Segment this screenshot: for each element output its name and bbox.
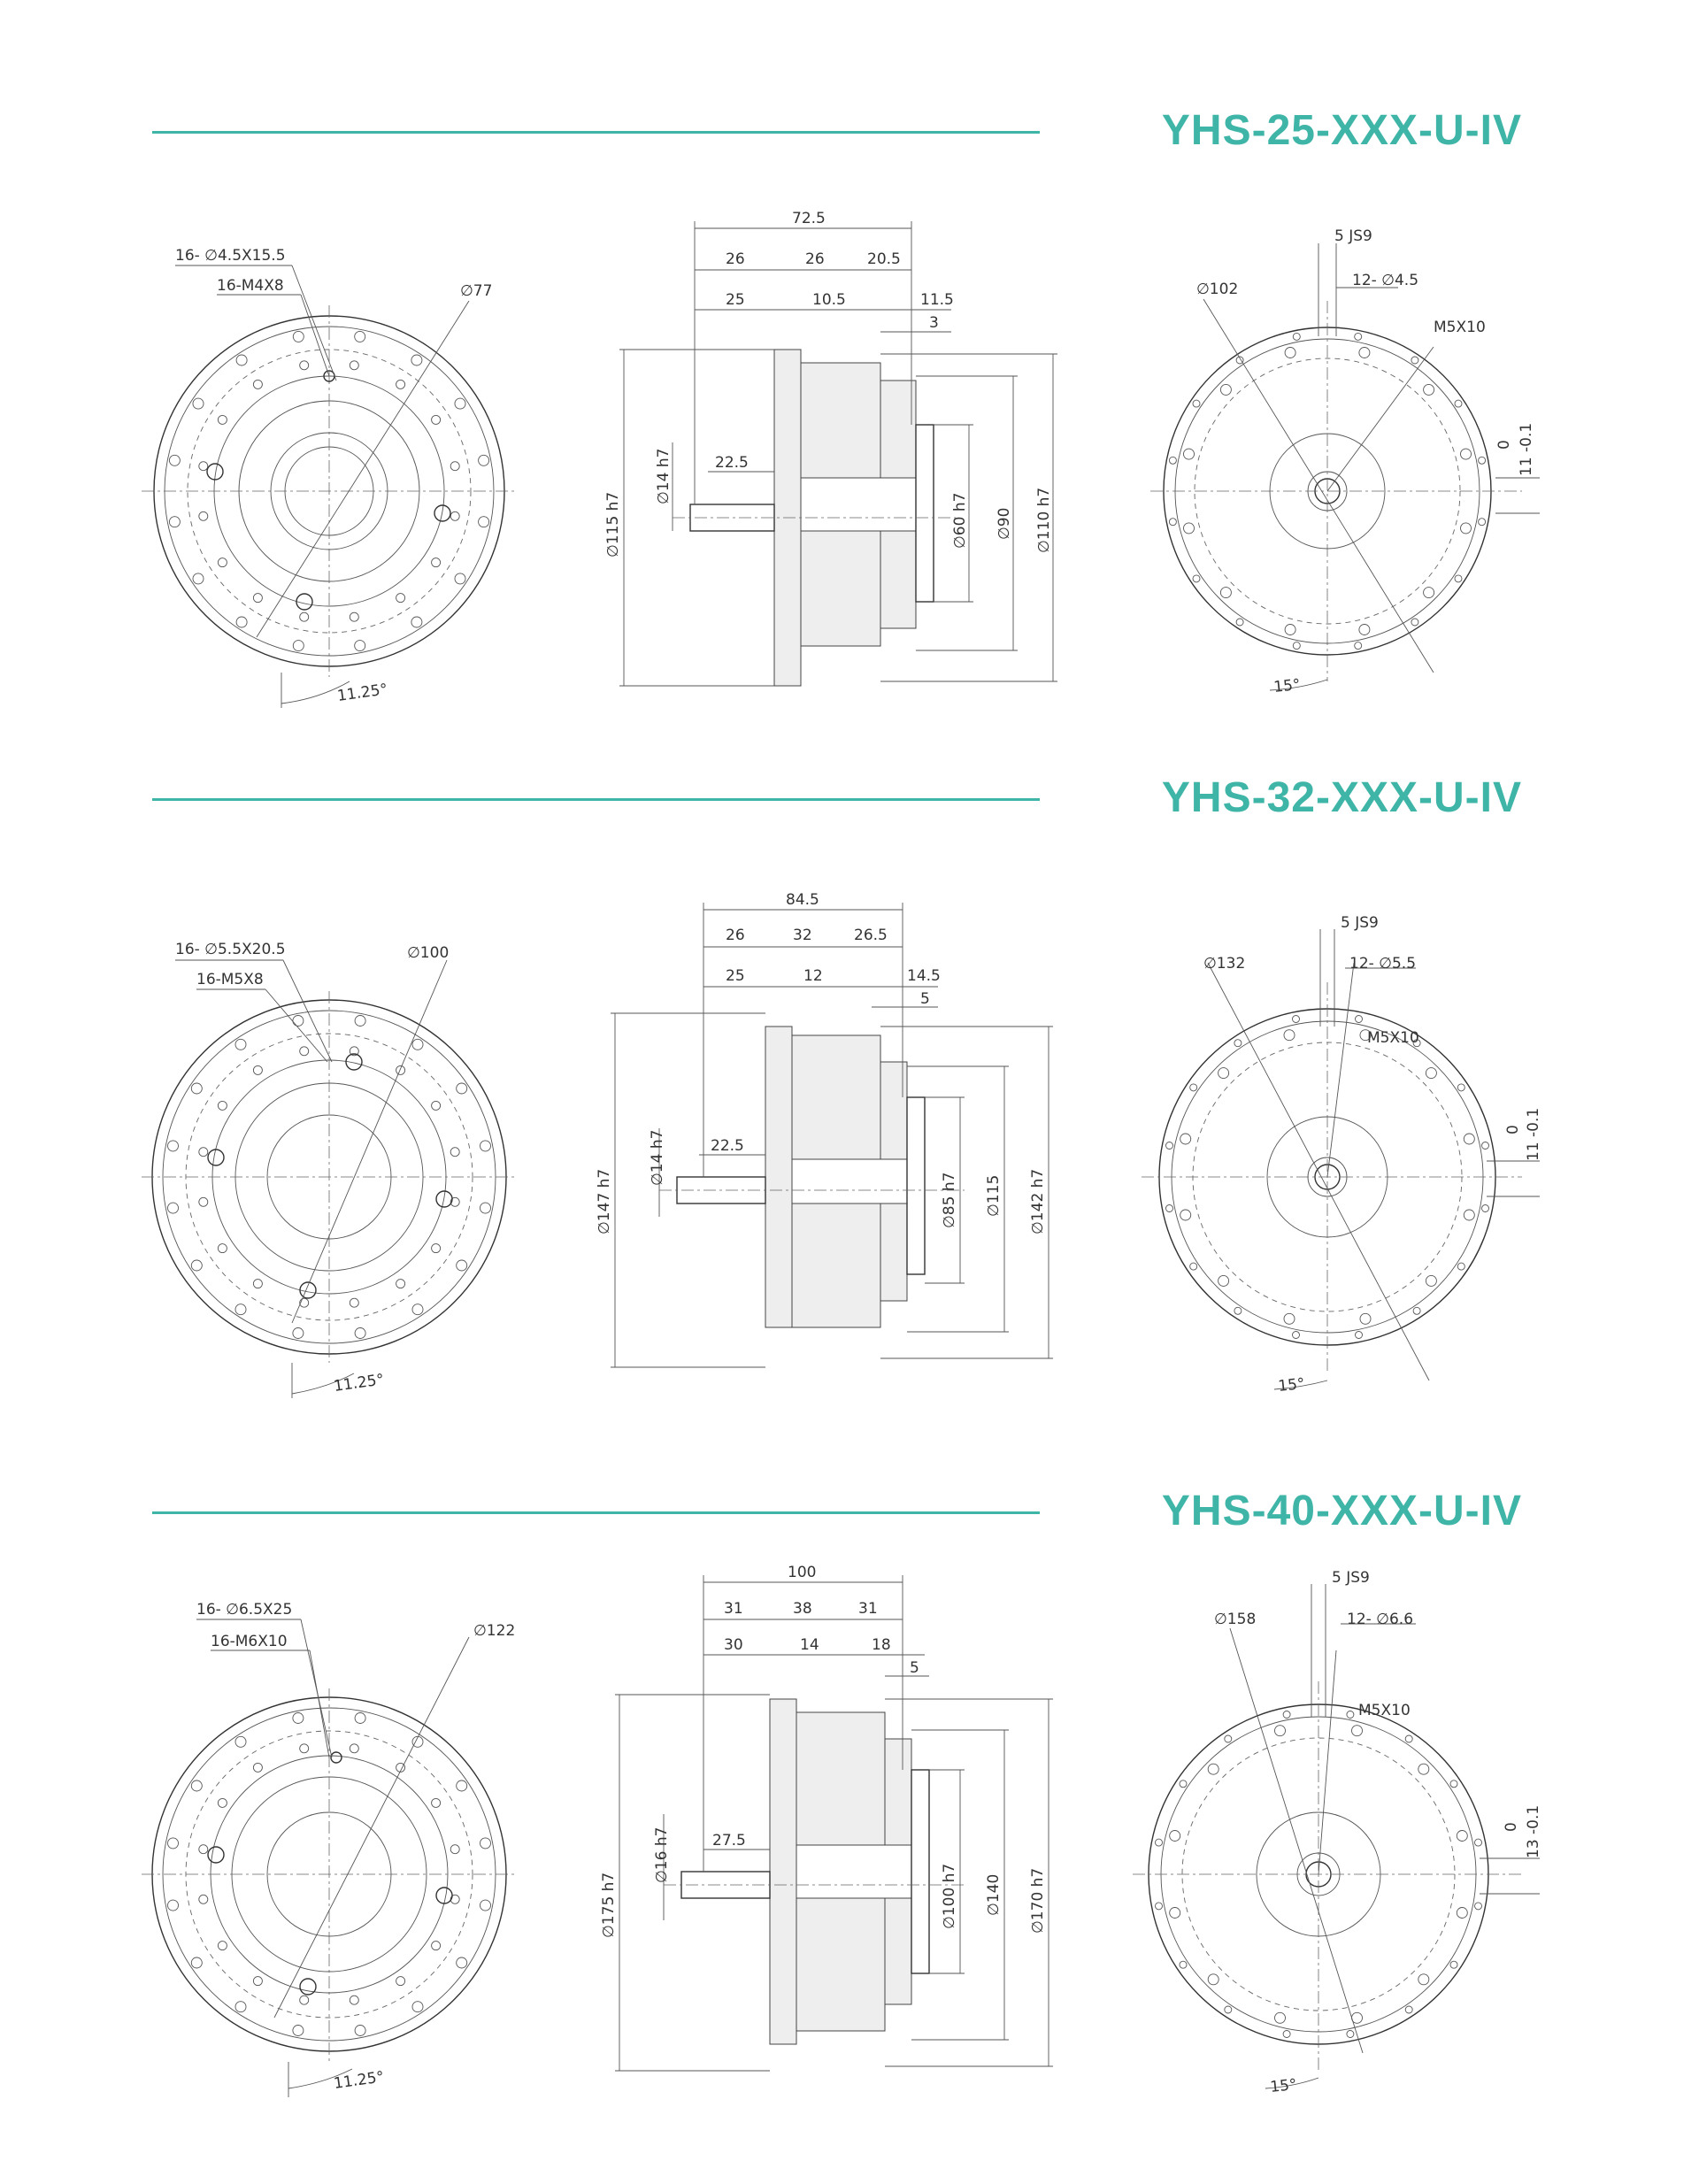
bolt-hole	[480, 1900, 491, 1911]
angle-callout: 11.25°	[335, 681, 389, 705]
bolt-hole	[191, 1957, 202, 1968]
bolt-hole	[1293, 1332, 1300, 1339]
dim-dia-b: ∅140	[985, 1873, 1003, 1916]
pcd-callout: ∅102	[1196, 281, 1239, 298]
angle-callout: 11.25°	[332, 1371, 386, 1396]
section-yhs-40	[0, 1354, 1699, 2096]
pcd-callout: ∅132	[1203, 955, 1246, 973]
dim-e1: 25	[726, 291, 745, 309]
dim-e2: 10.5	[812, 291, 846, 309]
bolt-hole	[293, 1328, 304, 1339]
bolt-hole	[293, 1713, 304, 1724]
bolt-hole	[218, 1798, 227, 1807]
bolt-hole	[253, 1763, 262, 1772]
model-title: YHS-32-XXX-U-IV	[1161, 774, 1522, 821]
model-title: YHS-25-XXX-U-IV	[1161, 107, 1522, 154]
dim-d2: 38	[793, 1600, 812, 1618]
bolt-hole	[253, 594, 262, 603]
bolt-hole	[1450, 1961, 1457, 1968]
bolt-hole	[355, 2026, 365, 2036]
bolt-hole	[432, 1101, 441, 1110]
bolt-hole	[1426, 1275, 1436, 1286]
bolt-hole	[168, 1900, 179, 1911]
dim-d1: 26	[726, 250, 745, 268]
thread-callout: 16-M5X8	[196, 971, 264, 988]
dim-overall: 72.5	[792, 210, 826, 227]
bolt-hole	[169, 455, 180, 465]
section-yhs-32	[0, 673, 1699, 1396]
bolt-hole	[1479, 519, 1486, 526]
bolt-hole	[1285, 625, 1295, 635]
pcd-callout: ∅77	[460, 282, 493, 300]
dim-e4: 5	[910, 1659, 919, 1677]
bolt-hole	[350, 612, 358, 621]
dim-d3: 26.5	[854, 927, 888, 944]
bolt-hole	[1479, 457, 1486, 464]
side-section-view	[604, 210, 1057, 686]
dim-d2: 32	[793, 927, 812, 944]
bolt-hole	[1208, 1764, 1219, 1774]
bolt-hole	[1180, 1210, 1191, 1220]
thread-callout: 16-M4X8	[217, 277, 284, 295]
dim-e3: 14.5	[907, 967, 941, 985]
bolt-hole	[168, 1203, 179, 1213]
thread-callout: 16-M6X10	[211, 1633, 288, 1650]
bolt-hole	[479, 517, 489, 527]
dim-d3: 20.5	[867, 250, 901, 268]
key-callout: 5 JS9	[1332, 1569, 1370, 1587]
dim-outer-left: ∅115 h7	[604, 491, 622, 558]
bolt-hole	[350, 1744, 358, 1753]
hole-callout: 16- ∅4.5X15.5	[175, 247, 286, 265]
bolt-hole	[1234, 1040, 1242, 1047]
bolt-hole	[1285, 348, 1295, 358]
bolt-hole	[1293, 1016, 1300, 1023]
bolt-hole	[457, 1260, 467, 1271]
thread-callout: M5X10	[1367, 1029, 1419, 1047]
bolt-hole	[1450, 1780, 1457, 1788]
angle-callout: 15°	[1269, 2075, 1298, 2096]
bolt-hole	[199, 1148, 208, 1157]
dim-dia-c: ∅110 h7	[1035, 487, 1053, 553]
bolt-hole	[218, 1244, 227, 1253]
bolt-hole	[355, 331, 365, 342]
bolt-hole	[432, 1942, 441, 1950]
dim-shaft-len: 22.5	[715, 454, 749, 472]
dim-dia-c: ∅142 h7	[1029, 1168, 1047, 1234]
bolt-hole	[1220, 384, 1231, 395]
hole-callout: 16- ∅5.5X20.5	[175, 941, 286, 958]
bolt-hole	[1169, 519, 1176, 526]
tol-bottom: 11 -0.1	[1525, 1107, 1542, 1161]
tol-top: 0	[1504, 1125, 1522, 1134]
bolt-hole	[199, 462, 208, 471]
dim-dia-a: ∅85 h7	[941, 1172, 958, 1228]
dim-shaft-len: 27.5	[712, 1832, 746, 1849]
rear-view	[1142, 914, 1542, 1396]
bolt-hole	[350, 1996, 358, 2004]
bolt-hole	[350, 361, 358, 370]
bolt-hole	[218, 1942, 227, 1950]
bolt-hole	[1180, 1961, 1187, 1968]
dim-e4: 5	[920, 990, 930, 1008]
hole-callout: 12- ∅5.5	[1349, 955, 1417, 973]
dim-overall: 100	[788, 1564, 817, 1581]
bolt-hole	[1424, 588, 1434, 598]
bolt-hole	[432, 1244, 441, 1253]
side-section-view	[596, 891, 1053, 1367]
bolt-hole	[218, 415, 227, 424]
dim-shaft-dia: ∅14 h7	[649, 1129, 666, 1186]
bolt-hole	[236, 617, 247, 627]
bolt-hole	[457, 1780, 467, 1791]
bolt-hole	[193, 573, 204, 584]
bolt-hole	[1359, 625, 1370, 635]
bolt-hole	[1405, 1735, 1412, 1742]
bolt-hole	[396, 380, 405, 388]
bolt-hole	[1208, 1974, 1219, 1985]
bolt-hole	[355, 641, 365, 651]
tol-top: 0	[1495, 440, 1513, 450]
bolt-hole	[1225, 2006, 1232, 2013]
thread-callout: M5X10	[1434, 319, 1486, 336]
front-flange-view	[142, 1601, 517, 2097]
bolt-hole	[396, 1280, 405, 1288]
bolt-hole	[293, 2026, 304, 2036]
bolt-hole	[1475, 1839, 1482, 1846]
bolt-hole	[450, 462, 459, 471]
bolt-hole	[218, 558, 227, 567]
dim-dia-a: ∅100 h7	[941, 1863, 958, 1929]
bolt-hole	[1356, 1332, 1363, 1339]
bolt-hole	[1190, 1084, 1197, 1091]
bolt-hole	[1219, 1068, 1229, 1079]
rear-view	[1133, 1569, 1542, 2096]
bolt-hole	[1234, 1307, 1242, 1314]
bolt-hole	[412, 2002, 423, 2012]
hole-callout: 12- ∅6.6	[1347, 1611, 1414, 1628]
dim-dia-c: ∅170 h7	[1029, 1867, 1047, 1934]
bolt-hole	[191, 1260, 202, 1271]
bolt-hole	[1464, 1210, 1474, 1220]
bolt-hole	[1461, 523, 1472, 534]
bolt-hole	[235, 1736, 246, 1747]
bolt-hole	[480, 1203, 491, 1213]
side-section-view	[600, 1564, 1053, 2071]
dim-dia-b: ∅115	[985, 1174, 1003, 1217]
dim-e4: 3	[929, 314, 939, 332]
bolt-hole	[235, 1039, 246, 1050]
bolt-hole	[1283, 2031, 1290, 2038]
bolt-hole	[396, 594, 405, 603]
bolt-hole	[480, 1141, 491, 1151]
bolt-hole	[300, 1996, 309, 2004]
bolt-hole	[1347, 2031, 1354, 2038]
bolt-hole	[1293, 333, 1300, 340]
angle-callout: 11.25°	[332, 2068, 386, 2093]
bolt-hole	[169, 517, 180, 527]
bolt-hole	[479, 455, 489, 465]
rear-view	[1150, 227, 1540, 696]
pcd-callout: ∅122	[473, 1622, 516, 1640]
bolt-hole	[236, 355, 247, 365]
bolt-hole	[1190, 1263, 1197, 1270]
dim-d1: 31	[724, 1600, 743, 1618]
bolt-hole	[191, 1083, 202, 1094]
dim-outer-left: ∅147 h7	[596, 1168, 613, 1234]
bolt-hole	[293, 641, 304, 651]
bolt-hole	[432, 415, 441, 424]
bolt-hole	[1426, 1068, 1436, 1079]
bolt-hole	[1284, 1030, 1295, 1041]
bolt-hole	[1180, 1134, 1191, 1144]
section-yhs-25	[0, 0, 1699, 705]
bolt-hole	[235, 1304, 246, 1315]
bolt-hole	[1418, 1974, 1429, 1985]
model-title: YHS-40-XXX-U-IV	[1161, 1488, 1522, 1534]
dim-e3: 11.5	[920, 291, 954, 309]
bolt-hole	[1355, 333, 1362, 340]
hole-callout: 16- ∅6.5X25	[196, 1601, 293, 1619]
bolt-hole	[1156, 1839, 1163, 1846]
bolt-hole	[1236, 619, 1243, 626]
bolt-hole	[1360, 1313, 1371, 1324]
bolt-hole	[1156, 1903, 1163, 1910]
bolt-hole	[411, 355, 422, 365]
bolt-hole	[300, 361, 309, 370]
bolt-hole	[1293, 642, 1300, 650]
bolt-hole	[1352, 1726, 1363, 1736]
bolt-hole	[1219, 1275, 1229, 1286]
angle-callout: 15°	[1277, 1374, 1306, 1396]
dim-e3: 18	[872, 1636, 891, 1654]
bolt-hole	[1275, 1726, 1286, 1736]
bolt-hole	[396, 1977, 405, 1986]
dim-shaft-dia: ∅16 h7	[653, 1826, 671, 1883]
bolt-hole	[455, 573, 465, 584]
technical-drawing	[0, 1354, 1699, 2096]
bolt-hole	[193, 398, 204, 409]
bolt-hole	[1225, 1735, 1232, 1742]
bolt-hole	[1275, 2012, 1286, 2023]
dim-d2: 26	[805, 250, 825, 268]
dim-d1: 26	[726, 927, 745, 944]
bolt-hole	[1359, 348, 1370, 358]
bolt-hole	[168, 1141, 179, 1151]
bolt-hole	[412, 1304, 423, 1315]
dim-e1: 30	[724, 1636, 743, 1654]
bolt-hole	[1482, 1205, 1489, 1212]
bolt-hole	[1356, 1016, 1363, 1023]
bolt-hole	[412, 1039, 423, 1050]
bolt-hole	[355, 1713, 365, 1724]
bolt-hole	[1461, 449, 1472, 459]
bolt-hole	[350, 1298, 358, 1307]
tol-bottom: 13 -0.1	[1525, 1804, 1542, 1858]
bolt-hole	[1284, 1313, 1295, 1324]
bolt-hole	[1411, 357, 1418, 364]
bolt-hole	[1347, 1711, 1354, 1719]
tol-bottom: 11 -0.1	[1518, 422, 1535, 476]
bolt-hole	[1482, 1142, 1489, 1150]
bolt-hole	[1180, 1780, 1187, 1788]
bolt-hole	[1170, 1831, 1180, 1842]
bolt-hole	[168, 1838, 179, 1849]
bolt-hole	[253, 1065, 262, 1074]
dim-e2: 14	[800, 1636, 819, 1654]
bolt-hole	[1166, 1142, 1173, 1150]
key-callout: 5 JS9	[1334, 227, 1372, 245]
bolt-hole	[1184, 449, 1195, 459]
dim-shaft-len: 22.5	[711, 1137, 744, 1155]
bolt-hole	[199, 511, 208, 520]
dim-dia-b: ∅90	[996, 507, 1013, 540]
pcd-callout: ∅158	[1214, 1611, 1257, 1628]
bolt-hole	[1418, 1764, 1429, 1774]
bolt-hole	[253, 380, 262, 388]
bolt-hole	[191, 1780, 202, 1791]
bolt-hole	[199, 1197, 208, 1206]
bolt-hole	[1170, 1908, 1180, 1919]
bolt-hole	[1455, 400, 1462, 407]
bolt-hole	[1166, 1205, 1173, 1212]
bolt-hole	[1457, 1084, 1465, 1091]
bolt-hole	[480, 1838, 491, 1849]
bolt-hole	[235, 2002, 246, 2012]
bolt-hole	[293, 1016, 304, 1027]
dim-e1: 25	[726, 967, 745, 985]
dim-dia-a: ∅60 h7	[951, 492, 969, 549]
bolt-hole	[1169, 457, 1176, 464]
bolt-hole	[411, 617, 422, 627]
bolt-hole	[199, 1895, 208, 1903]
bolt-hole	[300, 1047, 309, 1056]
bolt-hole	[1193, 575, 1200, 582]
bolt-hole	[253, 1280, 262, 1288]
dim-e2: 12	[803, 967, 823, 985]
bolt-hole	[1283, 1711, 1290, 1719]
pcd-callout: ∅100	[407, 944, 450, 962]
bolt-hole	[396, 1065, 405, 1074]
bolt-hole	[1220, 588, 1231, 598]
bolt-hole	[432, 558, 441, 567]
bolt-hole	[1457, 1908, 1467, 1919]
bolt-hole	[1413, 1307, 1420, 1314]
bolt-hole	[457, 1957, 467, 1968]
hole-callout: 12- ∅4.5	[1352, 272, 1419, 289]
bolt-hole	[1184, 523, 1195, 534]
bolt-hole	[199, 1845, 208, 1854]
bolt-hole	[355, 1016, 365, 1027]
dim-d3: 31	[858, 1600, 878, 1618]
bolt-hole	[432, 1798, 441, 1807]
bolt-hole	[300, 612, 309, 621]
bolt-hole	[1405, 2006, 1412, 2013]
bolt-hole	[1355, 642, 1362, 650]
key-callout: 5 JS9	[1341, 914, 1379, 932]
bolt-hole	[457, 1083, 467, 1094]
bolt-hole	[450, 511, 459, 520]
bolt-hole	[1424, 384, 1434, 395]
technical-drawing	[0, 673, 1699, 1396]
bolt-hole	[218, 1101, 227, 1110]
tol-top: 0	[1503, 1822, 1520, 1832]
bolt-hole	[1455, 575, 1462, 582]
bolt-hole	[300, 1744, 309, 1753]
bolt-hole	[1475, 1903, 1482, 1910]
bolt-hole	[1411, 619, 1418, 626]
thread-callout: M5X10	[1358, 1702, 1411, 1719]
front-flange-view	[142, 941, 517, 1398]
bolt-hole	[253, 1977, 262, 1986]
bolt-hole	[355, 1328, 365, 1339]
bolt-hole	[455, 398, 465, 409]
angle-callout: 15°	[1272, 675, 1302, 696]
bolt-hole	[1464, 1134, 1474, 1144]
dim-shaft-dia: ∅14 h7	[655, 448, 673, 504]
dim-overall: 84.5	[786, 891, 819, 909]
dim-outer-left: ∅175 h7	[600, 1872, 618, 1938]
bolt-hole	[1457, 1263, 1465, 1270]
bolt-hole	[450, 1845, 459, 1854]
bolt-hole	[293, 331, 304, 342]
front-flange-view	[142, 247, 517, 708]
bolt-hole	[1193, 400, 1200, 407]
technical-drawing	[0, 0, 1699, 705]
bolt-hole	[1457, 1831, 1467, 1842]
bolt-hole	[450, 1148, 459, 1157]
